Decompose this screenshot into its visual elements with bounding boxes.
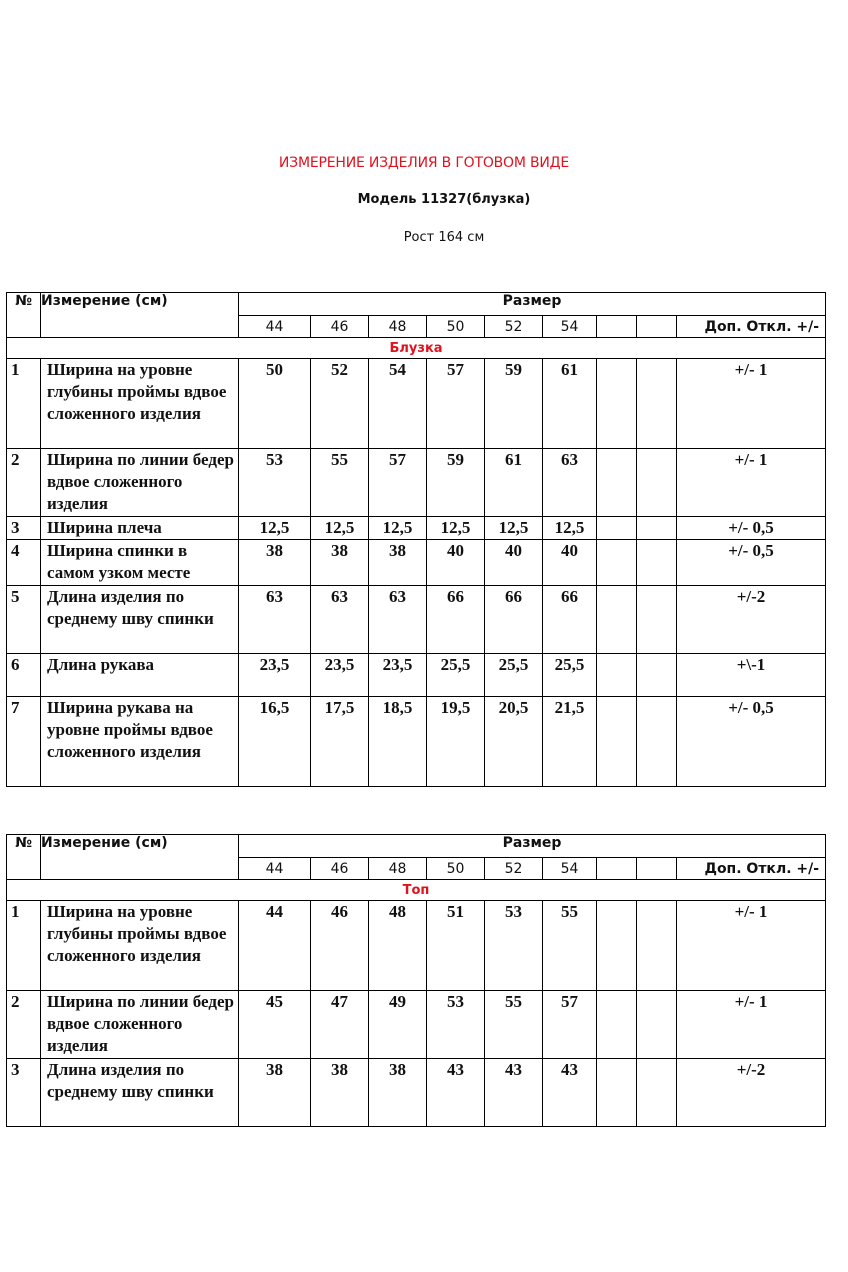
value-cell xyxy=(637,517,677,540)
value-cell xyxy=(637,697,677,787)
value-cell: 55 xyxy=(485,991,543,1059)
value-cell: 43 xyxy=(543,1059,597,1127)
tolerance-cell: +/-2 xyxy=(677,1059,826,1127)
value-cell xyxy=(637,654,677,697)
top-measurement-table xyxy=(6,834,826,1127)
value-cell: 55 xyxy=(311,449,369,517)
measurement-name: Ширина на уровне глубины проймы вдвое сложенного изделия xyxy=(41,359,239,449)
value-cell: 18,5 xyxy=(369,697,427,787)
value-cell: 25,5 xyxy=(543,654,597,697)
size-cell: 54 xyxy=(543,858,597,880)
model-label: Модель 11327(блузка) xyxy=(357,192,531,207)
table-row xyxy=(7,1059,826,1127)
table-row xyxy=(7,991,826,1059)
value-cell xyxy=(597,901,637,991)
value-cell: 51 xyxy=(427,901,485,991)
measurement-name: Ширина по линии бедер вдвое сложенного изделия xyxy=(41,991,239,1059)
value-cell: 61 xyxy=(543,359,597,449)
table-row xyxy=(7,359,826,449)
measurement-column-header: Измерение (см) xyxy=(41,293,239,338)
tolerance-cell: +/- 0,5 xyxy=(677,697,826,787)
section-title: Блузка xyxy=(7,338,826,359)
value-cell: 66 xyxy=(543,586,597,654)
value-cell: 63 xyxy=(311,586,369,654)
size-cell: 52 xyxy=(485,316,543,338)
value-cell: 17,5 xyxy=(311,697,369,787)
value-cell: 66 xyxy=(485,586,543,654)
value-cell: 59 xyxy=(427,449,485,517)
size-cell: 48 xyxy=(369,316,427,338)
value-cell: 59 xyxy=(485,359,543,449)
value-cell: 40 xyxy=(427,540,485,586)
row-number: 4 xyxy=(7,540,41,586)
table-row xyxy=(7,697,826,787)
tolerance-cell: +/- 1 xyxy=(677,449,826,517)
table-row xyxy=(7,540,826,586)
measurement-name: Ширина на уровне глубины проймы вдвое сложенного изделия xyxy=(41,901,239,991)
row-number: 7 xyxy=(7,697,41,787)
value-cell: 57 xyxy=(369,449,427,517)
table-row xyxy=(7,586,826,654)
num-column-header: № xyxy=(7,293,41,338)
measurement-name: Ширина рукава на уровне проймы вдвое сложенного изделия xyxy=(41,697,239,787)
value-cell xyxy=(637,1059,677,1127)
tolerance-cell: +/- 0,5 xyxy=(677,517,826,540)
num-column-header: № xyxy=(7,835,41,880)
value-cell: 38 xyxy=(311,1059,369,1127)
document-title: ИЗМЕРЕНИЕ ИЗДЕЛИЯ В ГОТОВОМ ВИДЕ xyxy=(278,155,570,171)
value-cell: 23,5 xyxy=(239,654,311,697)
value-cell: 49 xyxy=(369,991,427,1059)
value-cell: 12,5 xyxy=(543,517,597,540)
tolerance-column-header: Доп. Откл. +/- xyxy=(677,316,826,338)
size-cell: 44 xyxy=(239,316,311,338)
value-cell: 63 xyxy=(543,449,597,517)
measurement-name: Длина изделия по среднему шву спинки xyxy=(41,586,239,654)
header-row xyxy=(7,293,826,316)
value-cell: 57 xyxy=(543,991,597,1059)
size-column-header: Размер xyxy=(239,835,826,858)
size-cell xyxy=(597,316,637,338)
size-cell: 46 xyxy=(311,316,369,338)
value-cell: 63 xyxy=(369,586,427,654)
value-cell: 53 xyxy=(485,901,543,991)
tolerance-cell: +/- 1 xyxy=(677,991,826,1059)
size-cell: 50 xyxy=(427,858,485,880)
value-cell: 38 xyxy=(239,540,311,586)
value-cell xyxy=(637,540,677,586)
tolerance-cell: +/-2 xyxy=(677,586,826,654)
value-cell xyxy=(597,540,637,586)
size-cell xyxy=(637,858,677,880)
measurement-name: Длина рукава xyxy=(41,654,239,697)
value-cell: 12,5 xyxy=(427,517,485,540)
value-cell xyxy=(597,697,637,787)
section-title: Топ xyxy=(7,880,826,901)
measurement-name: Ширина спинки в самом узком месте xyxy=(41,540,239,586)
row-number: 2 xyxy=(7,991,41,1059)
value-cell: 43 xyxy=(485,1059,543,1127)
tolerance-cell: +/- 1 xyxy=(677,359,826,449)
value-cell: 45 xyxy=(239,991,311,1059)
section-row xyxy=(7,880,826,901)
value-cell: 38 xyxy=(369,1059,427,1127)
value-cell: 12,5 xyxy=(311,517,369,540)
value-cell: 40 xyxy=(543,540,597,586)
measurement-name: Ширина плеча xyxy=(41,517,239,540)
measurement-name: Длина изделия по среднему шву спинки xyxy=(41,1059,239,1127)
value-cell: 38 xyxy=(369,540,427,586)
value-cell xyxy=(637,449,677,517)
value-cell: 50 xyxy=(239,359,311,449)
row-number: 3 xyxy=(7,1059,41,1127)
value-cell xyxy=(597,517,637,540)
size-cell: 50 xyxy=(427,316,485,338)
size-column-header: Размер xyxy=(239,293,826,316)
size-cell: 46 xyxy=(311,858,369,880)
size-cell xyxy=(637,316,677,338)
table-row xyxy=(7,449,826,517)
value-cell xyxy=(637,991,677,1059)
table-row xyxy=(7,517,826,540)
value-cell: 25,5 xyxy=(485,654,543,697)
value-cell: 12,5 xyxy=(369,517,427,540)
value-cell: 63 xyxy=(239,586,311,654)
value-cell: 20,5 xyxy=(485,697,543,787)
value-cell: 57 xyxy=(427,359,485,449)
value-cell: 46 xyxy=(311,901,369,991)
table-row xyxy=(7,901,826,991)
value-cell: 54 xyxy=(369,359,427,449)
value-cell xyxy=(597,449,637,517)
value-cell: 19,5 xyxy=(427,697,485,787)
value-cell: 66 xyxy=(427,586,485,654)
value-cell: 38 xyxy=(311,540,369,586)
value-cell: 40 xyxy=(485,540,543,586)
value-cell xyxy=(637,901,677,991)
blouse-measurement-table xyxy=(6,292,826,787)
tolerance-cell: +\-1 xyxy=(677,654,826,697)
section-row xyxy=(7,338,826,359)
value-cell xyxy=(597,1059,637,1127)
value-cell: 44 xyxy=(239,901,311,991)
value-cell: 16,5 xyxy=(239,697,311,787)
value-cell: 21,5 xyxy=(543,697,597,787)
value-cell: 23,5 xyxy=(369,654,427,697)
row-number: 5 xyxy=(7,586,41,654)
value-cell: 47 xyxy=(311,991,369,1059)
value-cell: 53 xyxy=(427,991,485,1059)
tolerance-cell: +/- 0,5 xyxy=(677,540,826,586)
row-number: 3 xyxy=(7,517,41,540)
size-cell xyxy=(597,858,637,880)
value-cell: 25,5 xyxy=(427,654,485,697)
value-cell xyxy=(597,586,637,654)
row-number: 1 xyxy=(7,901,41,991)
value-cell: 53 xyxy=(239,449,311,517)
row-number: 2 xyxy=(7,449,41,517)
value-cell: 38 xyxy=(239,1059,311,1127)
tolerance-cell: +/- 1 xyxy=(677,901,826,991)
measurement-name: Ширина по линии бедер вдвое сложенного изделия xyxy=(41,449,239,517)
size-cell: 44 xyxy=(239,858,311,880)
value-cell xyxy=(637,586,677,654)
value-cell xyxy=(597,991,637,1059)
size-cell: 52 xyxy=(485,858,543,880)
value-cell xyxy=(597,359,637,449)
value-cell: 12,5 xyxy=(239,517,311,540)
row-number: 6 xyxy=(7,654,41,697)
value-cell xyxy=(597,654,637,697)
size-cell: 48 xyxy=(369,858,427,880)
value-cell: 55 xyxy=(543,901,597,991)
table-row xyxy=(7,654,826,697)
row-number: 1 xyxy=(7,359,41,449)
value-cell: 61 xyxy=(485,449,543,517)
header-row xyxy=(7,835,826,858)
value-cell: 52 xyxy=(311,359,369,449)
value-cell xyxy=(637,359,677,449)
tolerance-column-header: Доп. Откл. +/- xyxy=(677,858,826,880)
size-cell: 54 xyxy=(543,316,597,338)
value-cell: 23,5 xyxy=(311,654,369,697)
value-cell: 12,5 xyxy=(485,517,543,540)
height-label: Рост 164 см xyxy=(403,230,485,245)
value-cell: 43 xyxy=(427,1059,485,1127)
measurement-column-header: Измерение (см) xyxy=(41,835,239,880)
value-cell: 48 xyxy=(369,901,427,991)
